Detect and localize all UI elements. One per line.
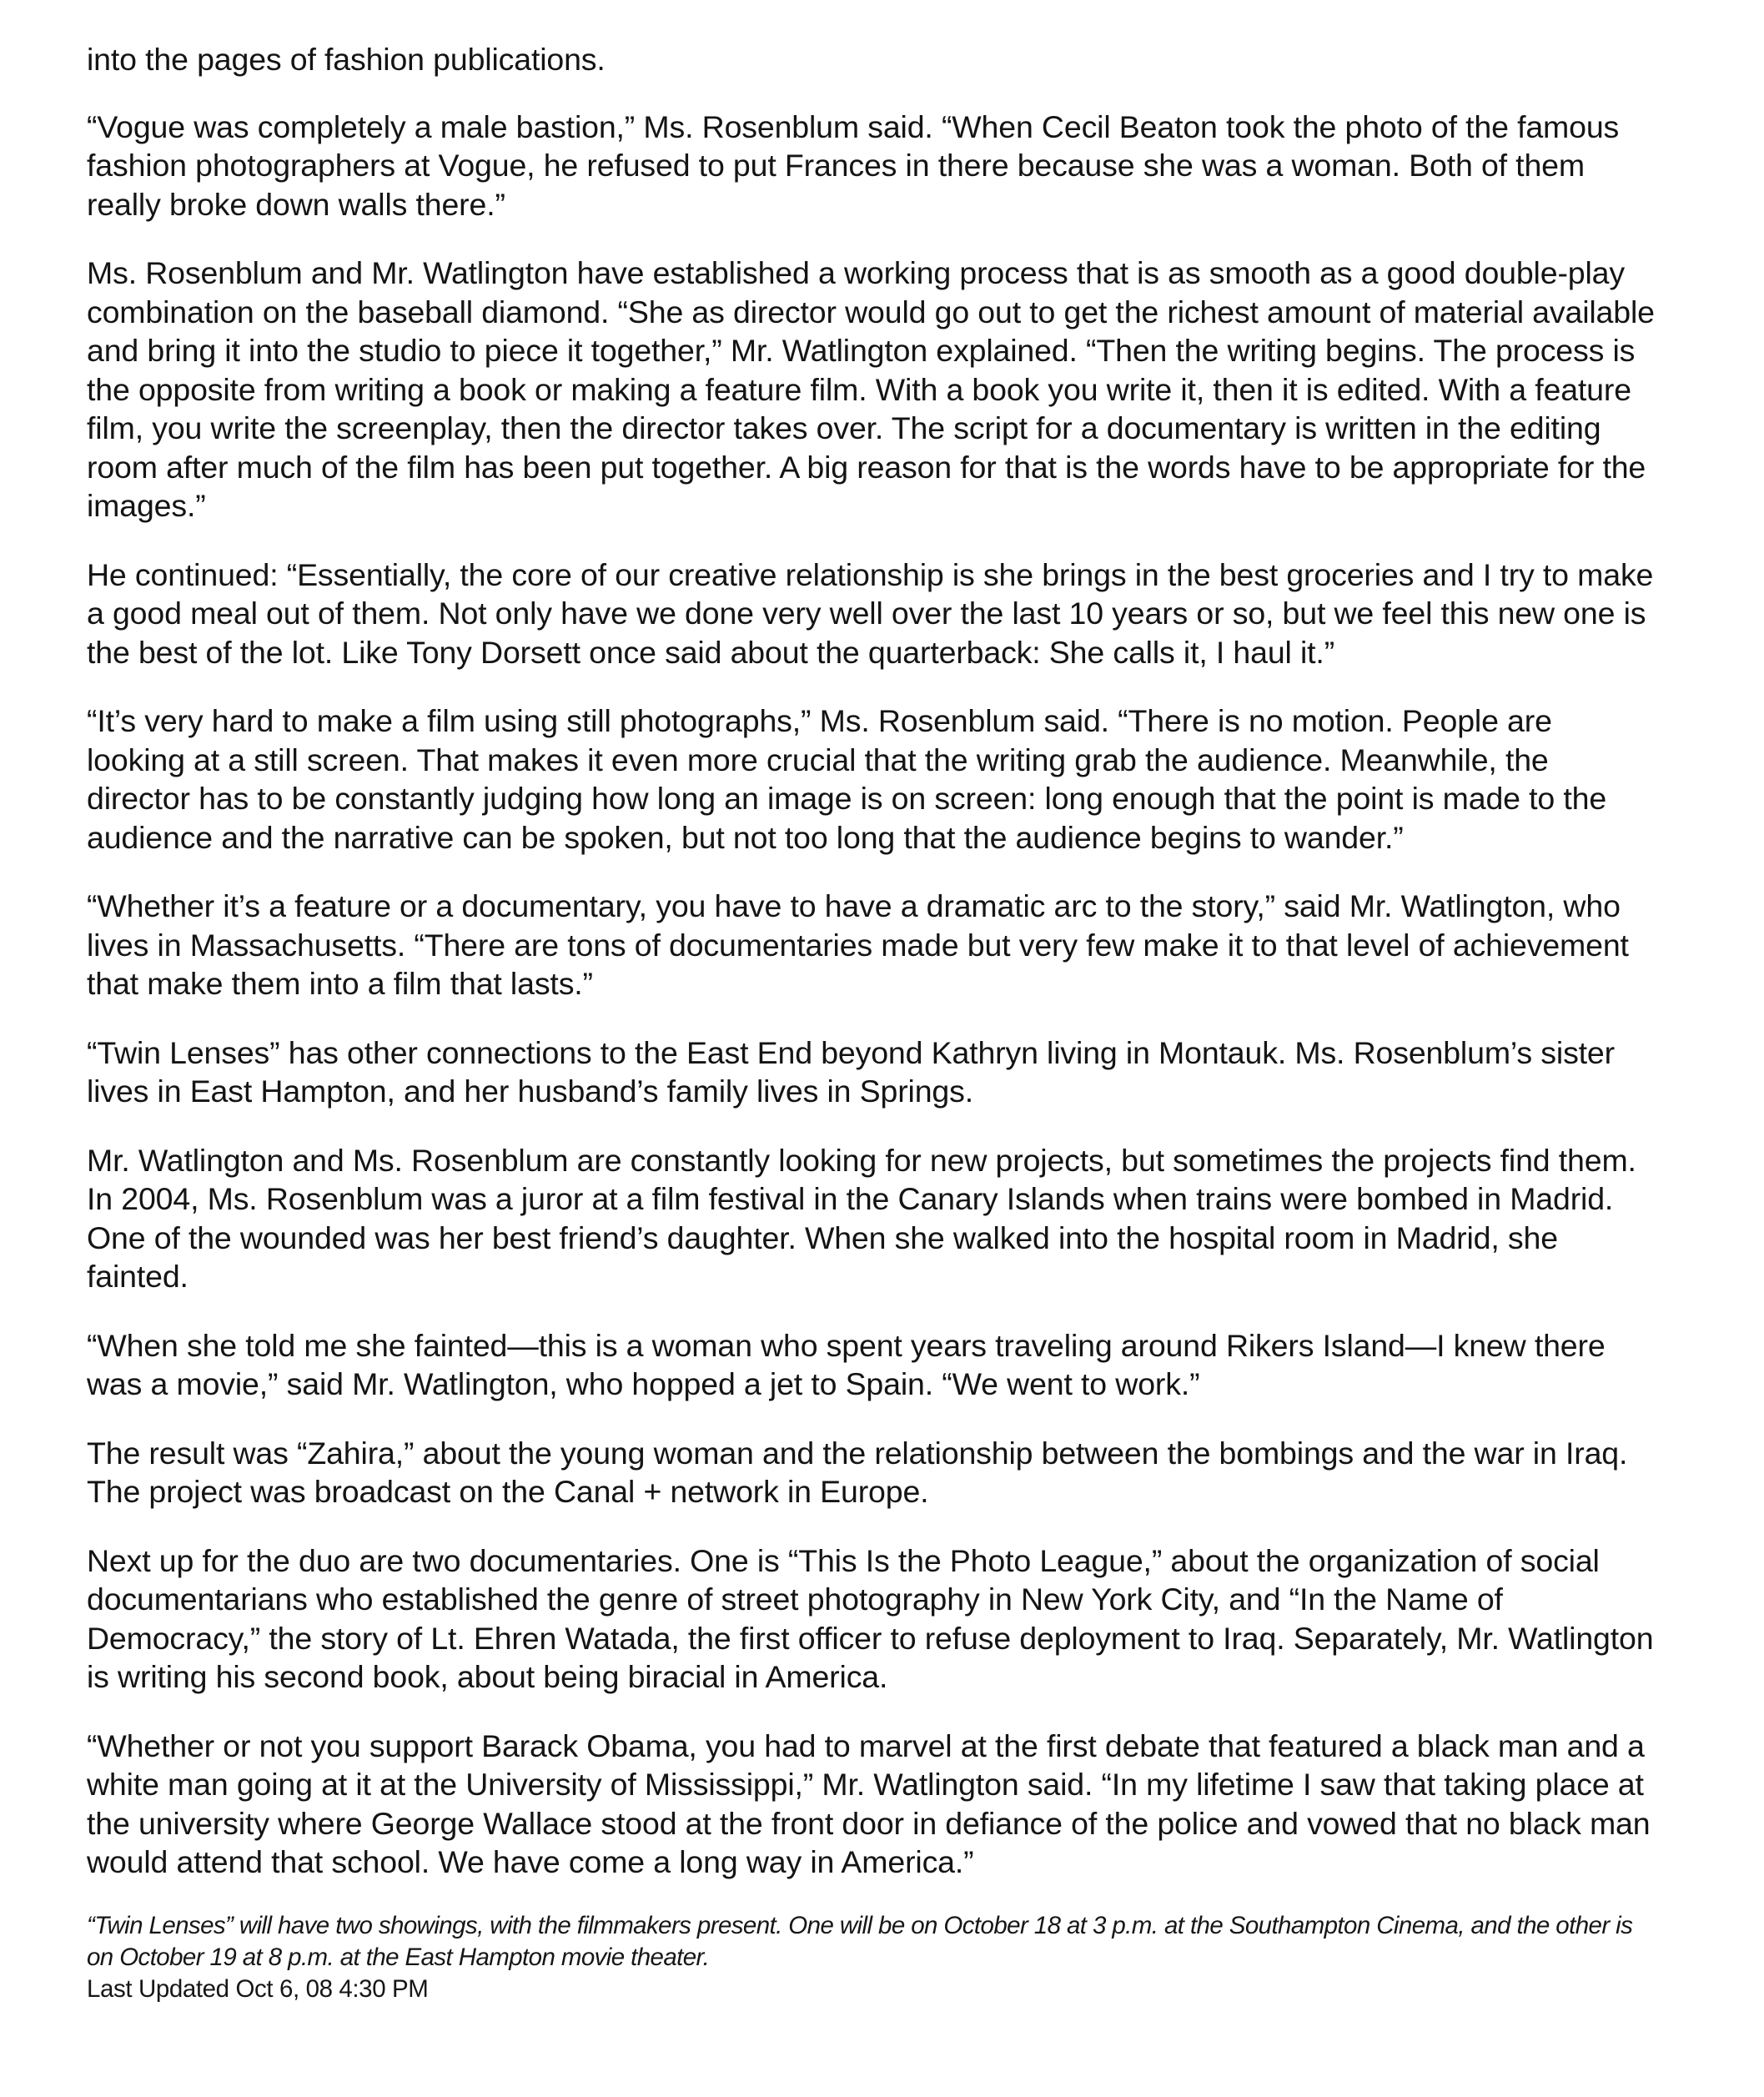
paragraph-9: “When she told me she fainted—this is a woman who spent years traveling around Rikers Island—I knew there was a movie,” said Mr. Watlington, who hopped a jet to Spain. “We went to work.” — [87, 1327, 1606, 1401]
paragraph-11: Next up for the duo are two documentaries. One is “This Is the Photo League,” about the organization of social documentarians who established the genre of street photography in New York City, and “In the Name of Democracy,” the story of Lt. Ehren Watada, the first officer to refuse deployment to Iraq. Separately, Mr. Watlington is writing his second book, about being biracial in America. — [87, 1542, 1654, 1694]
last-updated: Last Updated Oct 6, 08 4:30 PM — [87, 1974, 429, 2003]
paragraph-2: “Vogue was completely a male bastion,” Ms. Rosenblum said. “When Cecil Beaton took the photo of the famous fashion photographers at Vogue, he refused to put Frances in there because she was a woman. Both of them really broke down walls there.” — [87, 108, 1620, 222]
paragraph-1: into the pages of fashion publications. — [87, 42, 606, 77]
paragraph-4: He continued: “Essentially, the core of our creative relationship is she brings in the best groceries and I try to make a good meal out of them. Not only have we done very well over the last 10 years or so, but we feel this new one is the best of the lot. Like Tony Dorsett once said about the quarterback: She calls it, I haul it.” — [87, 556, 1654, 670]
paragraph-6: “Whether it’s a feature or a documentary, you have to have a dramatic arc to the story,” said Mr. Watlington, who lives in Massachusetts. “There are tons of documentaries made but very few make it to that level of achievement that make them into a film that lasts.” — [87, 888, 1629, 1001]
paragraph-10: The result was “Zahira,” about the young woman and the relationship between the bombings and the war in Iraq. The project was broadcast on the Canal + network in Europe. — [87, 1435, 1628, 1509]
showings-note: “Twin Lenses” will have two showings, with the filmmakers present. One will be on October 18 at 3 p.m. at the Southampton Cinema, and the other is on October 19 at 8 p.m. at the East Hampton movie theater. — [87, 1911, 1633, 1971]
paragraph-7: “Twin Lenses” has other connections to the East End beyond Kathryn living in Montauk. Ms. Rosenblum’s sister lives in East Hampton, and her husband’s family lives in Springs. — [87, 1034, 1615, 1109]
paragraph-3: Ms. Rosenblum and Mr. Watlington have established a working process that is as smooth as a good double-play combination on the baseball diamond. “She as director would go out to get the richest amount of material available and bring it into the studio to piece it together,” Mr. Watlington explained. “Then the writing begins. The process is the opposite from writing a book or making a feature film. With a book you write it, then it is edited. With a feature film, you write the screenplay, then the director takes over. The script for a documentary is written in the editing room after much of the film has been put together. A big reason for that is the words have to be appropriate for the images.” — [87, 255, 1655, 523]
article-body — [87, 40, 1655, 2005]
footnote — [87, 1910, 1655, 2005]
paragraph-12: “Whether or not you support Barack Obama, you had to marvel at the first debate that featured a black man and a white man going at it at the University of Mississippi,” Mr. Watlington said. “In my lifetime I saw that taking place at the university where George Wallace stood at the front door in defiance of the police and vowed that no black man would attend that school. We have come a long way in America.” — [87, 1727, 1651, 1879]
paragraph-8: Mr. Watlington and Ms. Rosenblum are constantly looking for new projects, but sometimes the projects find them. In 2004, Ms. Rosenblum was a juror at a film festival in the Canary Islands when trains were bombed in Madrid. One of the wounded was her best friend’s daughter. When she walked into the hospital room in Madrid, she fainted. — [87, 1142, 1636, 1294]
paragraph-5: “It’s very hard to make a film using still photographs,” Ms. Rosenblum said. “There is no motion. People are looking at a still screen. That makes it even more crucial that the writing grab the audience. Meanwhile, the director has to be constantly judging how long an image is on screen: long enough that the point is made to the audience and the narrative can be spoken, but not too long that the audience begins to wander.” — [87, 703, 1607, 855]
